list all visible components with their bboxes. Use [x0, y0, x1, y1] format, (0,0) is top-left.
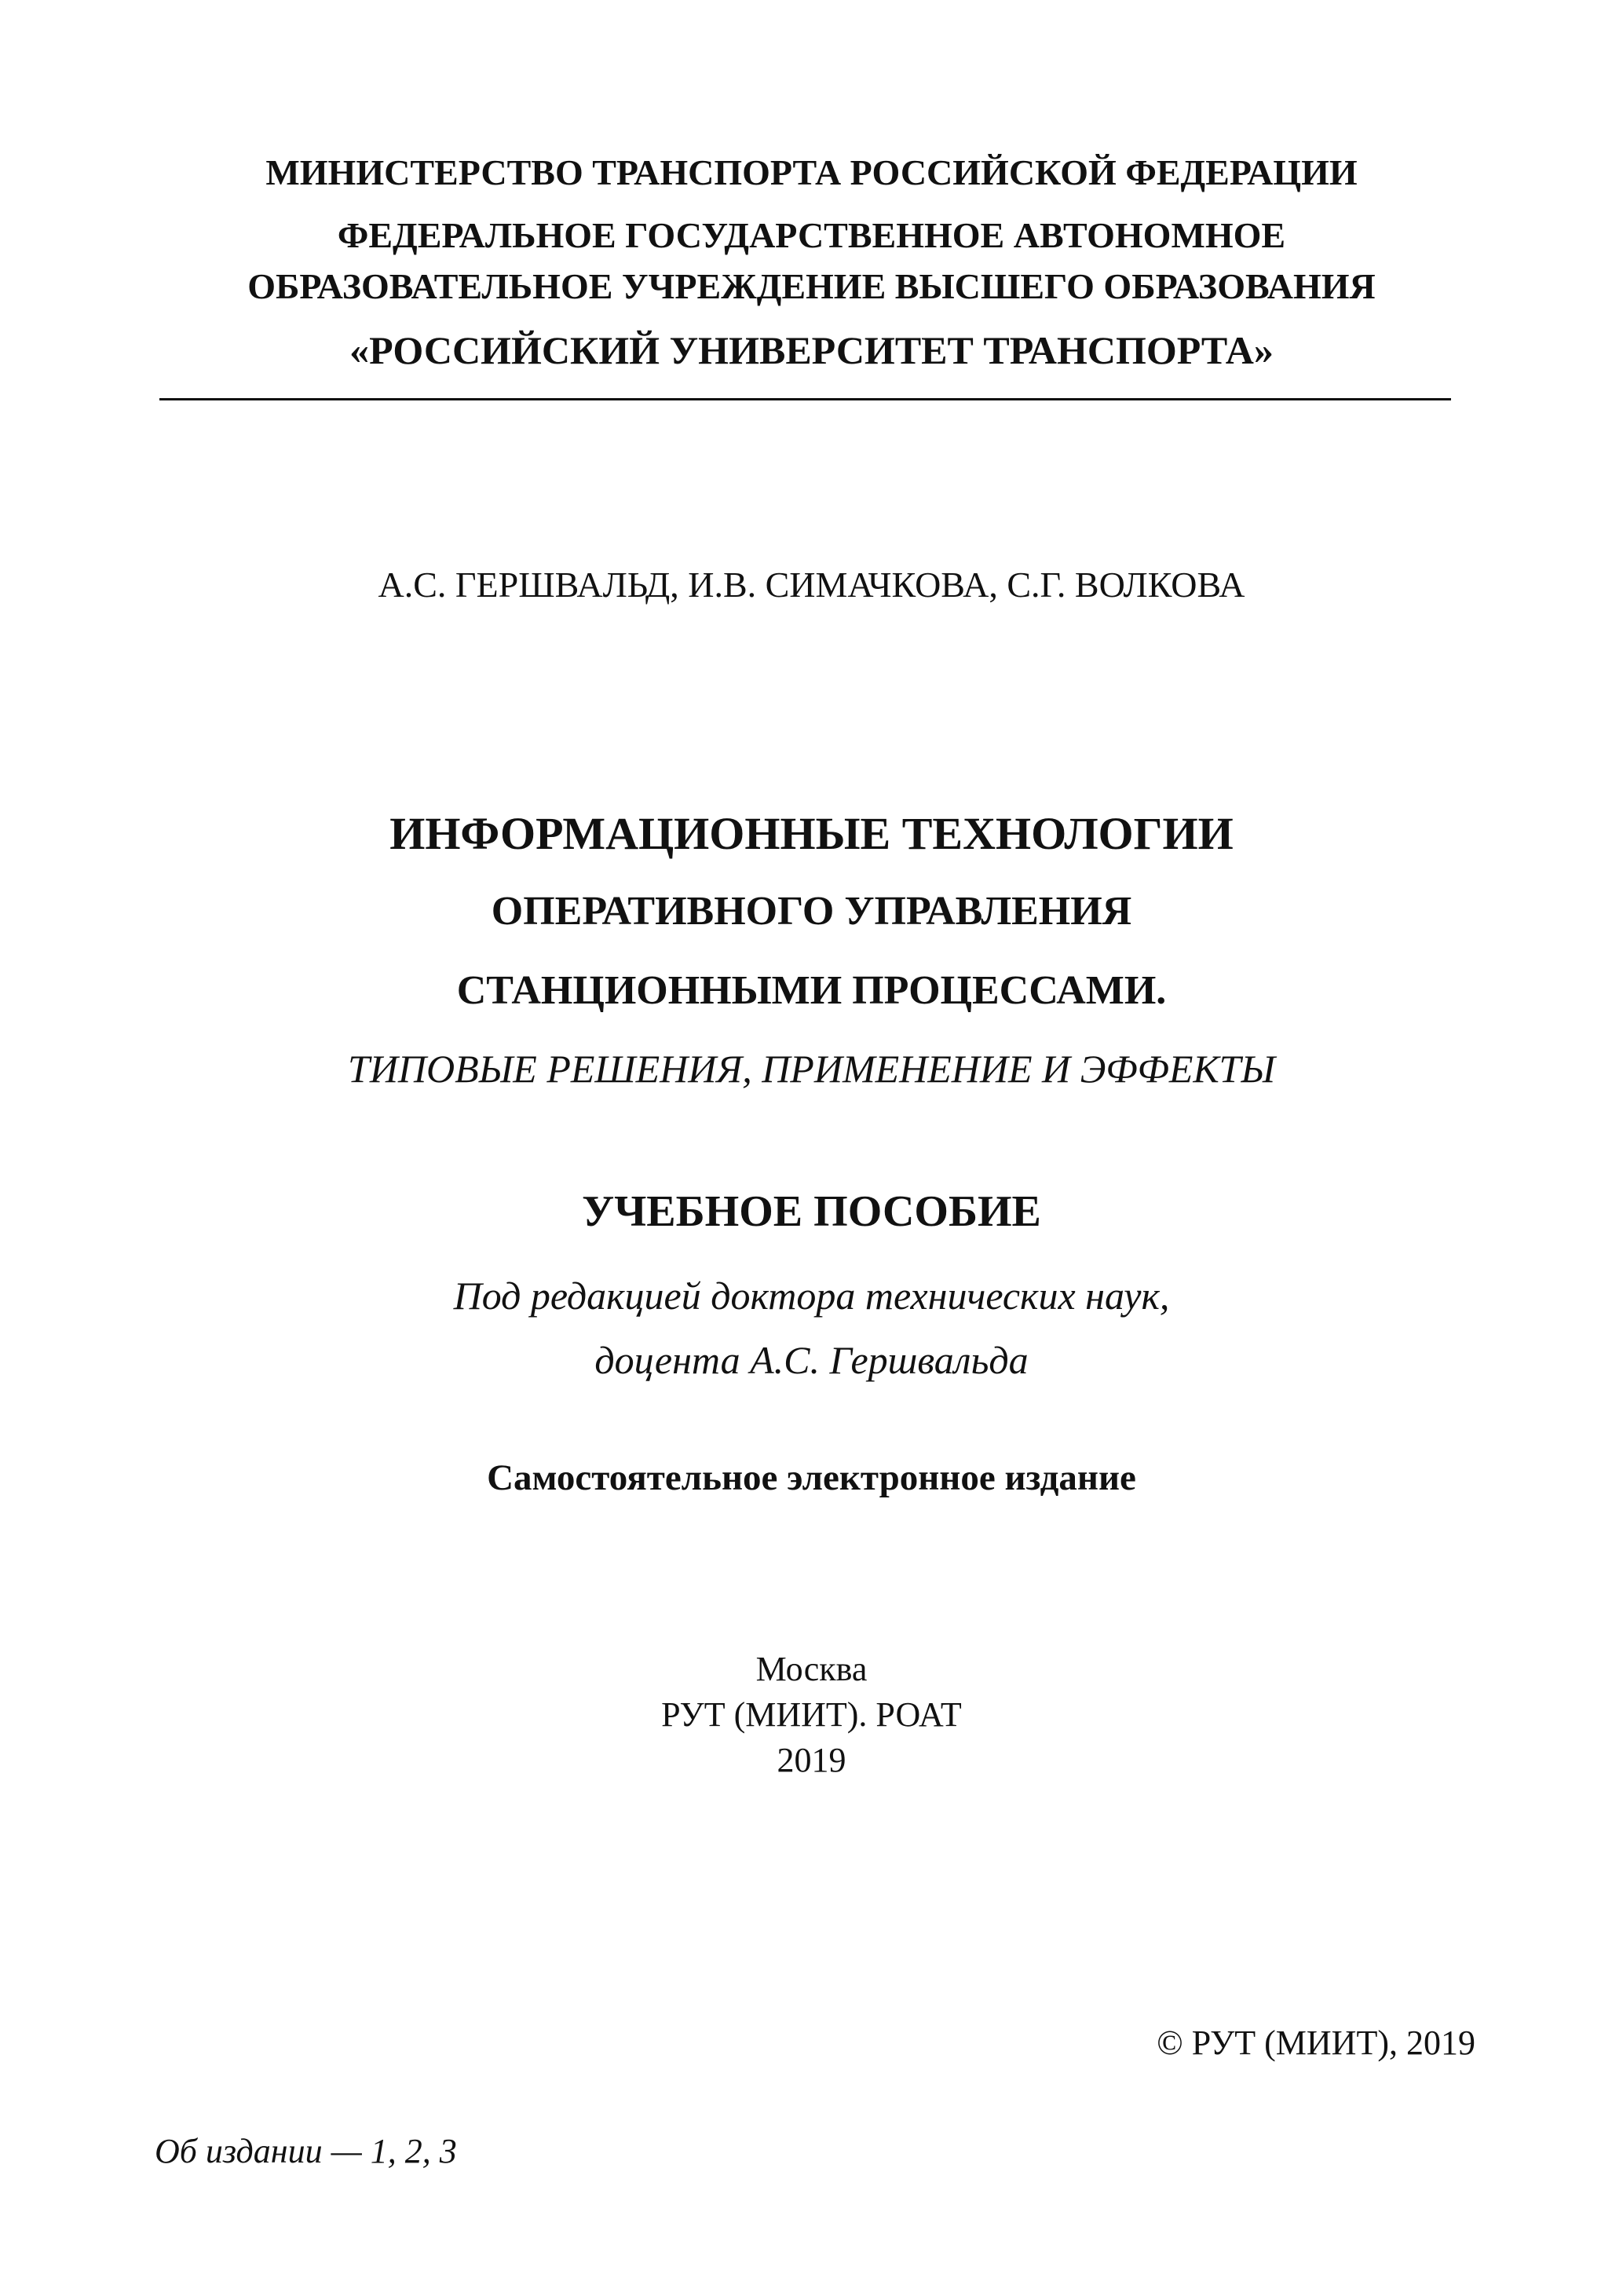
title-line-1: ИНФОРМАЦИОННЫЕ ТЕХНОЛОГИИ [389, 808, 1234, 859]
imprint-publisher: РУТ (МИИТ). РОАТ [661, 1695, 962, 1734]
editor-line-2: доцента А.С. Гершвальда [594, 1338, 1029, 1382]
title-line-2: ОПЕРАТИВНОГО УПРАВЛЕНИЯ [491, 889, 1132, 934]
title-subtitle: ТИПОВЫЕ РЕШЕНИЯ, ПРИМЕНЕНИЕ И ЭФФЕКТЫ [348, 1047, 1275, 1091]
institution-line-2: ОБРАЗОВАТЕЛЬНОЕ УЧРЕЖДЕНИЕ ВЫСШЕГО ОБРАЗОВАНИЯ [247, 266, 1376, 306]
copyright-notice: © РУТ (МИИТ), 2019 [1157, 2024, 1475, 2062]
imprint-year: 2019 [777, 1741, 846, 1779]
university-name: «РОССИЙСКИЙ УНИВЕРСИТЕТ ТРАНСПОРТА» [349, 328, 1274, 372]
institution-line-1: ФЕДЕРАЛЬНОЕ ГОСУДАРСТВЕННОЕ АВТОНОМНОЕ [337, 215, 1286, 255]
authors-line: А.С. ГЕРШВАЛЬД, И.В. СИМАЧКОВА, С.Г. ВОЛКОВА [378, 565, 1245, 605]
about-edition-link[interactable]: Об издании — 1, 2, 3 [155, 2132, 457, 2170]
edition-note: Самостоятельное электронное издание [487, 1457, 1136, 1498]
ministry-line: МИНИСТЕРСТВО ТРАНСПОРТА РОССИЙСКОЙ ФЕДЕРАЦИИ [265, 152, 1358, 192]
imprint-city: Москва [755, 1650, 868, 1688]
header-divider [159, 398, 1451, 400]
title-line-3: СТАНЦИОННЫМИ ПРОЦЕССАМИ. [456, 968, 1167, 1013]
publication-type: УЧЕБНОЕ ПОСОБИЕ [582, 1187, 1041, 1236]
editor-line-1: Под редакцией доктора технических наук, [453, 1274, 1170, 1318]
